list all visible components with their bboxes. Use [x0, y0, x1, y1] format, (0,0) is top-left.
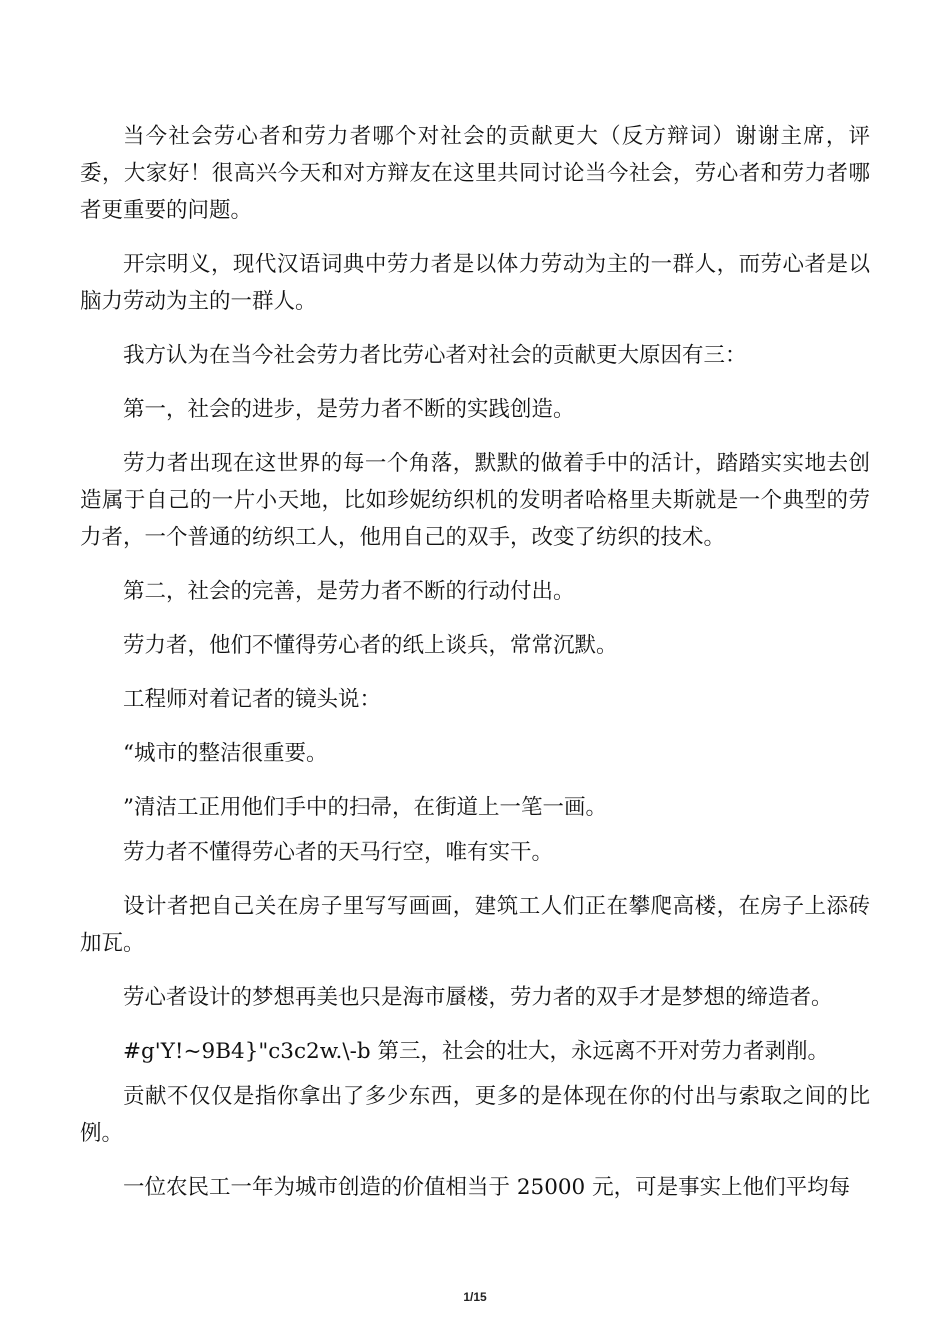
paragraph-point-two: 第二，社会的完善，是劳力者不断的行动付出。 [123, 579, 575, 604]
paragraph-quote-open: “城市的整洁很重要。 [123, 741, 328, 766]
paragraph-point-one: 第一，社会的进步，是劳力者不断的实践创造。 [123, 397, 575, 422]
paragraph-practical: 劳力者不懂得劳心者的天马行空，唯有实干。 [123, 840, 554, 865]
paragraph-point-three: #g'Y!~9B4}"c3c2w.\-b 第三，社会的壮大，永远离不开对劳力者剥削。 [123, 1039, 829, 1064]
paragraph-contribution-ratio: 贡献不仅仅是指你拿出了多少东西，更多的是体现在你的付出与索取之间的比例。 [80, 1084, 870, 1146]
paragraph-migrant-worker: 一位农民工一年为城市创造的价值相当于 25000 元，可是事实上他们平均每 [123, 1175, 851, 1200]
document-body [80, 118, 870, 1223]
paragraph-thesis: 我方认为在当今社会劳力者比劳心者对社会的贡献更大原因有三： [123, 343, 747, 368]
paragraph-quote-close: ”清洁工正用他们手中的扫帚，在街道上一笔一画。 [123, 795, 607, 820]
paragraph-example-hargreaves: 劳力者出现在这世界的每一个角落，默默的做着手中的活计，踏踏实实地去创造属于自己的一片小天地，比如珍妮纺织机的发明者哈格里夫斯就是一个典型的劳力者，一个普通的纺织工人，他用自己的双手，改变了纺织的技术。 [80, 451, 870, 550]
paragraph-silent-workers: 劳力者，他们不懂得劳心者的纸上谈兵，常常沉默。 [123, 633, 618, 658]
paragraph-engineer: 工程师对着记者的镜头说： [123, 687, 382, 712]
paragraph-intro: 当今社会劳心者和劳力者哪个对社会的贡献更大（反方辩词）谢谢主席，评委，大家好！很高兴今天和对方辩友在这里共同讨论当今社会，劳心者和劳力者哪者更重要的问题。 [80, 124, 870, 223]
page-number: 1/15 [463, 1290, 487, 1304]
paragraph-designer-builder: 设计者把自己关在房子里写写画画，建筑工人们正在攀爬高楼，在房子上添砖加瓦。 [80, 894, 870, 956]
paragraph-dream-maker: 劳心者设计的梦想再美也只是海市蜃楼，劳力者的双手才是梦想的缔造者。 [123, 985, 833, 1010]
paragraph-definition: 开宗明义，现代汉语词典中劳力者是以体力劳动为主的一群人，而劳心者是以脑力劳动为主的一群人。 [80, 252, 870, 314]
